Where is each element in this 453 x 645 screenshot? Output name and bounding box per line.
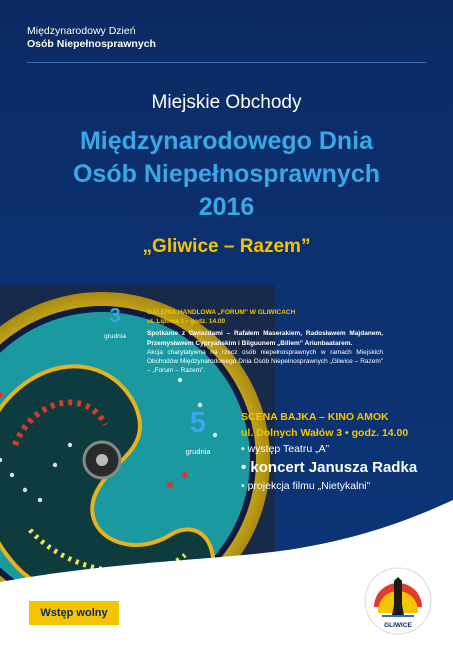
event-2-day: 5 xyxy=(189,407,207,439)
event-1-address: ul. Lipowa 1 • godz. 14.00 xyxy=(147,318,226,326)
event-2-address: ul. Dolnych Wałów 3 • godz. 14.00 xyxy=(241,427,409,439)
event-1-day: 3 xyxy=(109,305,121,327)
organizer-title xyxy=(27,25,156,51)
headline-year: 2016 xyxy=(198,193,255,221)
event-2-item-2: • koncert Janusza Radka xyxy=(241,459,418,476)
headline-intro: Miejskie Obchody xyxy=(151,92,302,113)
event-2-month: grudnia xyxy=(185,447,211,456)
header-divider xyxy=(27,62,426,63)
event-2-item-1: • występ Teatru „A” xyxy=(241,443,330,455)
event-2-details xyxy=(241,409,441,494)
logo-text: GLIWICE xyxy=(384,622,412,629)
event-1-month: grudnia xyxy=(104,333,126,340)
headline-motto: „Gliwice – Razem” xyxy=(142,236,311,257)
headline-line-2: Międzynarodowego Dnia xyxy=(79,127,374,155)
headline-main xyxy=(0,125,453,224)
gliwice-logo xyxy=(364,567,432,635)
headline-line-3: Osób Niepełnosprawnych xyxy=(72,160,380,188)
event-2-venue: SCENA BAJKA – KINO AMOK xyxy=(241,411,389,423)
event-1-details xyxy=(147,308,383,375)
event-1-text-1: Spotkanie z Gwiazdami – Rafałem Maserakiem, Radosławem Majdanem, Przemysławem Cypryańskim i Bilguunem „Billem” Ariunbaatarem. xyxy=(147,330,383,347)
event-1-venue: GALERIA HANDLOWA „FORUM” W GLIWICACH xyxy=(147,309,296,316)
free-entry-badge: Wstęp wolny xyxy=(29,601,119,625)
event-2-item-3: • projekcja filmu „Nietykalni” xyxy=(241,480,371,492)
organizer-line-1: Międzynarodowy Dzień xyxy=(27,25,136,37)
organizer-line-2: Osób Niepełnosprawnych xyxy=(27,38,156,50)
event-1-text-2: Akcja charytatywna na rzecz osób niepełnosprawnych w ramach Miejskich Obchodów Międzynarodowego Dnia Osób Niepełnosprawnych „Gliwice – Razem” – „Forum – Razem”. xyxy=(147,348,383,375)
